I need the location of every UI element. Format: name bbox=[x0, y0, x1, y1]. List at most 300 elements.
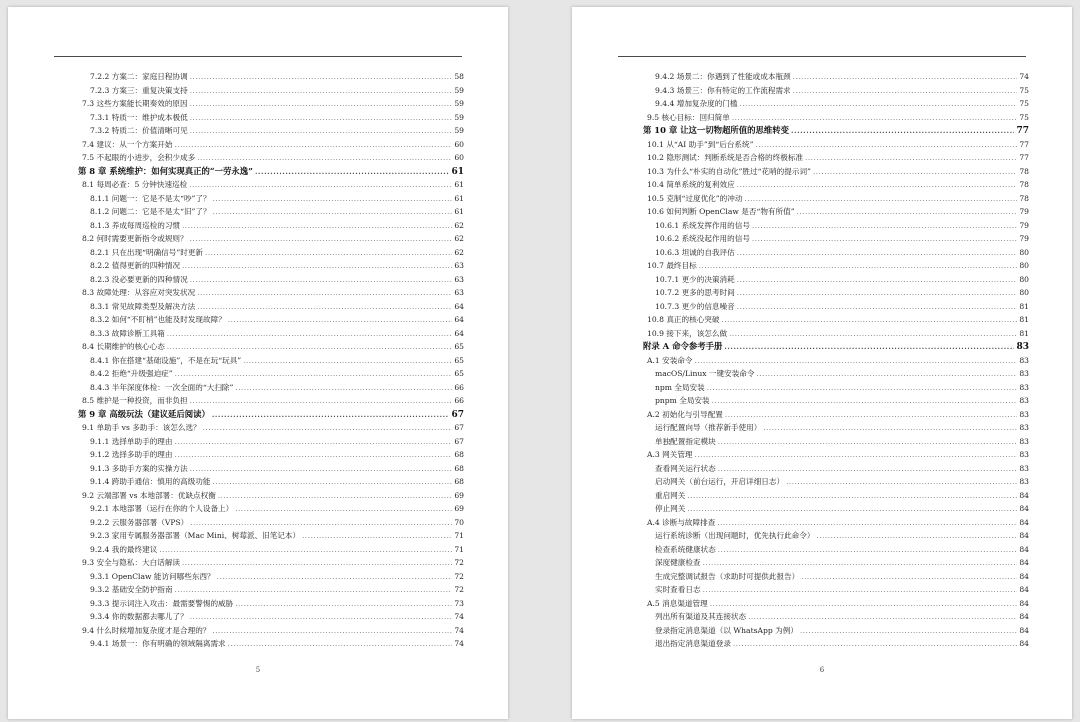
toc-entry[interactable] bbox=[643, 516, 1029, 530]
toc-leader-dots bbox=[217, 571, 453, 585]
toc-entry[interactable] bbox=[78, 502, 464, 516]
toc-entry[interactable] bbox=[643, 381, 1029, 395]
toc-entry-page: 80 bbox=[1019, 247, 1029, 257]
toc-entry-title: 9.4.1 场景一：你有明确的领域隔离需求 bbox=[90, 639, 226, 648]
toc-leader-dots bbox=[175, 584, 453, 598]
toc-entry-page: 59 bbox=[454, 99, 464, 108]
toc-entry-title: 9.2.1 本地部署（运行在你的个人设备上） bbox=[90, 504, 234, 513]
toc-entry-title: 单独配置指定模块 bbox=[655, 436, 716, 446]
toc-entry-page: 72 bbox=[454, 571, 464, 581]
toc-leader-dots bbox=[212, 625, 452, 639]
toc-entry[interactable] bbox=[643, 502, 1029, 516]
toc-entry-page: 84 bbox=[1019, 612, 1029, 621]
toc-entry-title: 9.1.1 选择单助手的理由 bbox=[90, 436, 173, 446]
toc-leader-dots bbox=[190, 125, 453, 139]
toc-leader-dots bbox=[724, 340, 1014, 354]
toc-entry-title: 生成完整调试报告（求助时可提供此报告） bbox=[655, 571, 800, 581]
toc-entry-title: macOS/Linux 一键安装命令 bbox=[655, 369, 755, 378]
toc-leader-dots bbox=[707, 382, 1018, 396]
toc-entry-title: A.5 消息渠道管理 bbox=[647, 598, 708, 608]
toc-leader-dots bbox=[703, 584, 1018, 598]
toc-entry-page: 69 bbox=[454, 490, 464, 500]
toc-entry[interactable] bbox=[78, 570, 464, 584]
toc-leader-dots bbox=[302, 530, 452, 544]
toc-entry[interactable] bbox=[643, 637, 1029, 651]
toc-entry-title: 9.1 单助手 vs 多助手：该怎么选？ bbox=[82, 423, 201, 432]
toc-leader-dots bbox=[212, 408, 450, 422]
toc-entry[interactable] bbox=[78, 610, 464, 624]
toc-entry[interactable] bbox=[643, 124, 1029, 138]
toc-entry-page: 83 bbox=[1019, 382, 1029, 392]
toc-leader-dots bbox=[189, 179, 452, 193]
toc-entry-page: 75 bbox=[1019, 85, 1029, 95]
toc-entry[interactable] bbox=[643, 97, 1029, 111]
toc-entry-page: 62 bbox=[454, 220, 464, 230]
toc-entry-page: 73 bbox=[454, 598, 464, 608]
toc-entry[interactable] bbox=[78, 543, 464, 557]
toc-entry[interactable] bbox=[78, 138, 464, 152]
toc-leader-dots bbox=[182, 260, 452, 274]
toc-entry-page: 61 bbox=[454, 207, 464, 216]
toc-entry-page: 84 bbox=[1019, 544, 1029, 554]
toc-entry[interactable] bbox=[78, 313, 464, 327]
toc-entry-page: 74 bbox=[454, 639, 464, 648]
toc-entry-title: 9.3.2 基础安全防护指南 bbox=[90, 585, 173, 594]
toc-entry[interactable] bbox=[643, 408, 1029, 422]
toc-entry-page: 77 bbox=[1019, 139, 1029, 149]
toc-entry-page: 77 bbox=[1019, 153, 1029, 162]
toc-leader-dots bbox=[182, 557, 452, 571]
toc-leader-dots bbox=[218, 490, 453, 504]
toc-entry-title: A.4 诊断与故障排查 bbox=[647, 517, 716, 527]
toc-entry[interactable] bbox=[78, 205, 464, 219]
toc-entry-title: 列出所有渠道及其连接状态 bbox=[655, 612, 747, 621]
toc-entry-title: 8.3.1 常见故障类型及解决方法 bbox=[90, 301, 196, 311]
toc-entry[interactable] bbox=[78, 435, 464, 449]
toc-entry[interactable] bbox=[78, 489, 464, 503]
toc-entry[interactable] bbox=[78, 84, 464, 98]
toc-entry-title: 8.1.1 问题一：它是不是太“吵”了？ bbox=[90, 193, 211, 203]
toc-leader-dots bbox=[733, 638, 1017, 652]
toc-entry-page: 65 bbox=[454, 355, 464, 365]
toc-entry[interactable] bbox=[643, 421, 1029, 435]
toc-entry[interactable] bbox=[643, 583, 1029, 597]
toc-entry-title: 8.1 每周必查：5 分钟快速巡检 bbox=[82, 180, 188, 189]
toc-entry-page: 84 bbox=[1019, 558, 1029, 567]
toc-entry[interactable] bbox=[643, 151, 1029, 165]
toc-entry-title: 查看网关运行状态 bbox=[655, 463, 716, 473]
toc-leader-dots bbox=[687, 503, 1017, 517]
toc-entry[interactable] bbox=[643, 165, 1029, 179]
toc-leader-dots bbox=[213, 193, 453, 207]
toc-leader-dots bbox=[791, 124, 1014, 138]
toc-entry[interactable] bbox=[643, 367, 1029, 381]
toc-entry[interactable] bbox=[643, 232, 1029, 246]
toc-leader-dots bbox=[712, 395, 1018, 409]
toc-entry[interactable] bbox=[643, 394, 1029, 408]
toc-leader-dots bbox=[756, 139, 1018, 153]
toc-entry-page: 64 bbox=[454, 301, 464, 311]
toc-entry-title: 9.4.3 场景三：你有特定的工作流程需求 bbox=[655, 85, 791, 95]
toc-leader-dots bbox=[182, 220, 452, 234]
toc-entry[interactable] bbox=[78, 259, 464, 273]
toc-entry-title: 10.6.2 系统没起作用的信号 bbox=[655, 234, 750, 243]
toc-entry[interactable] bbox=[78, 340, 464, 354]
toc-entry-page: 63 bbox=[454, 288, 464, 297]
toc-leader-dots bbox=[737, 274, 1018, 288]
toc-entry[interactable] bbox=[643, 543, 1029, 557]
toc-entry[interactable] bbox=[78, 516, 464, 530]
toc-leader-dots bbox=[175, 449, 453, 463]
toc-leader-dots bbox=[737, 287, 1018, 301]
toc-entry-title: 8.5 维护是一种投资，而非负担 bbox=[82, 396, 188, 405]
toc-entry-title: 9.1.2 选择多助手的理由 bbox=[90, 450, 173, 459]
toc-entry-title: npm 全局安装 bbox=[655, 382, 705, 392]
toc-entry-title: 8.3 故障处理：从容应对突发状况 bbox=[82, 288, 196, 297]
toc-entry-page: 80 bbox=[1019, 261, 1029, 270]
toc-entry-title: 10.1 从“AI 助手”到“后台系统” bbox=[647, 139, 754, 149]
header-rule bbox=[54, 56, 462, 57]
toc-entry[interactable] bbox=[643, 340, 1029, 354]
toc-entry-title: 10.5 克制“过度优化”的冲动 bbox=[647, 193, 743, 203]
toc-leader-dots bbox=[816, 530, 1017, 544]
toc-entry[interactable] bbox=[78, 273, 464, 287]
toc-entry-title: 9.4.2 场景二：你遇到了性能或成本瓶颈 bbox=[655, 72, 791, 81]
toc-entry-title: 10.7 最终目标 bbox=[647, 261, 697, 270]
toc-entry[interactable] bbox=[643, 138, 1029, 152]
toc-leader-dots bbox=[190, 233, 453, 247]
toc-entry-page: 83 bbox=[1016, 342, 1029, 352]
toc-entry[interactable] bbox=[78, 232, 464, 246]
toc-leader-dots bbox=[786, 476, 1017, 490]
toc-entry-page: 65 bbox=[454, 342, 464, 351]
toc-entry-title: pnpm 全局安装 bbox=[655, 396, 710, 405]
toc-entry[interactable] bbox=[643, 354, 1029, 368]
toc-entry-page: 80 bbox=[1019, 288, 1029, 297]
toc-entry[interactable] bbox=[78, 367, 464, 381]
toc-entry-title: 10.6.3 坦诚的自我评估 bbox=[655, 247, 735, 257]
toc-entry-title: 10.3 为什么“朴实的自动化”胜过“花哨的提示词” bbox=[647, 166, 811, 176]
toc-entry-title: 10.7.3 更少的信息噪音 bbox=[655, 301, 735, 311]
toc-entry[interactable] bbox=[643, 286, 1029, 300]
toc-entry[interactable] bbox=[78, 70, 464, 84]
toc-entry[interactable] bbox=[643, 259, 1029, 273]
toc-entry-title: 10.2 隐形测试：判断系统是否合格的终极标准 bbox=[647, 153, 804, 162]
toc-entry[interactable] bbox=[643, 327, 1029, 341]
toc-entry[interactable] bbox=[78, 624, 464, 638]
toc-entry-title: 8.2.3 没必要更新的四种情况 bbox=[90, 274, 188, 284]
toc-entry[interactable] bbox=[78, 381, 464, 395]
toc-entry-title: 第 8 章 系统维护：如何实现真正的“一劳永逸” bbox=[78, 165, 253, 176]
toc-entry[interactable] bbox=[78, 529, 464, 543]
toc-entry[interactable] bbox=[643, 205, 1029, 219]
toc-entry-title: 8.1.2 问题二：它是不是太“旧”了？ bbox=[90, 207, 211, 216]
toc-entry-title: 10.6 如何判断 OpenClaw 是否“物有所值” bbox=[647, 207, 795, 216]
toc-entry[interactable] bbox=[643, 84, 1029, 98]
toc-entry-title: 8.2.1 只在出现“明确信号”时更新 bbox=[90, 247, 204, 257]
toc-leader-dots bbox=[190, 611, 453, 625]
toc-entry-title: A.2 初始化与引导配置 bbox=[647, 409, 723, 419]
toc-entry-title: 9.2 云端部署 vs 本地部署：优缺点权衡 bbox=[82, 490, 216, 500]
toc-leader-dots bbox=[190, 85, 453, 99]
toc-leader-dots bbox=[203, 422, 453, 436]
toc-entry[interactable] bbox=[643, 313, 1029, 327]
toc-entry-title: 9.1.3 多助手方案的实操方法 bbox=[90, 463, 188, 473]
toc-entry-page: 77 bbox=[1016, 126, 1029, 136]
toc-entry[interactable] bbox=[643, 435, 1029, 449]
toc-entry-page: 63 bbox=[454, 274, 464, 284]
toc-entry-title: 第 10 章 让这一切物超所值的思维转变 bbox=[643, 125, 790, 135]
toc-entry-title: 10.7.1 更少的决策消耗 bbox=[655, 274, 735, 284]
toc-entry-title: 7.2.3 方案三：重复决策支持 bbox=[90, 85, 188, 95]
toc-entry-page: 84 bbox=[1019, 585, 1029, 594]
toc-entry-page: 84 bbox=[1019, 625, 1029, 635]
toc-leader-dots bbox=[695, 355, 1018, 369]
toc-entry-page: 67 bbox=[454, 436, 464, 446]
toc-entry-page: 78 bbox=[1019, 193, 1029, 203]
toc-entry-page: 64 bbox=[454, 315, 464, 324]
toc-entry-title: 8.3.3 故障诊断工具箱 bbox=[90, 328, 165, 338]
toc-entry-page: 59 bbox=[454, 126, 464, 135]
toc-entry[interactable] bbox=[643, 219, 1029, 233]
toc-leader-dots bbox=[718, 463, 1018, 477]
toc-entry-title: 10.7.2 更多的思考时间 bbox=[655, 288, 735, 297]
toc-entry[interactable] bbox=[643, 246, 1029, 260]
toc-entry-title: 8.3.2 如何“不盯梢”也能及时发现故障？ bbox=[90, 315, 226, 324]
toc-entry[interactable] bbox=[643, 448, 1029, 462]
toc-entry[interactable] bbox=[643, 489, 1029, 503]
toc-leader-dots bbox=[797, 206, 1018, 220]
toc-entry[interactable] bbox=[78, 637, 464, 651]
toc-leader-dots bbox=[228, 638, 453, 652]
toc-leader-dots bbox=[197, 301, 452, 315]
toc-entry[interactable] bbox=[78, 408, 464, 422]
toc-leader-dots bbox=[721, 314, 1017, 328]
toc-leader-dots bbox=[710, 598, 1018, 612]
toc-entry-page: 64 bbox=[454, 328, 464, 338]
toc-entry[interactable] bbox=[643, 111, 1029, 125]
toc-entry-page: 78 bbox=[1019, 166, 1029, 176]
toc-leader-dots bbox=[167, 328, 452, 342]
toc-leader-dots bbox=[748, 611, 1017, 625]
toc-entry[interactable] bbox=[78, 354, 464, 368]
toc-entry-page: 79 bbox=[1019, 207, 1029, 216]
toc-entry-page: 84 bbox=[1019, 531, 1029, 540]
toc-leader-dots bbox=[228, 314, 453, 328]
toc-leader-dots bbox=[190, 98, 453, 112]
toc-leader-dots bbox=[744, 193, 1017, 207]
toc-entry[interactable] bbox=[78, 286, 464, 300]
toc-entry-title: 10.6.1 系统发挥作用的信号 bbox=[655, 220, 750, 230]
toc-entry-page: 75 bbox=[1019, 99, 1029, 108]
toc-entry[interactable] bbox=[78, 597, 464, 611]
toc-entry-title: 7.4 建议：从一个方案开始 bbox=[82, 139, 173, 149]
document-page-5 bbox=[8, 7, 508, 719]
toc-leader-dots bbox=[175, 436, 453, 450]
toc-leader-dots bbox=[205, 247, 452, 261]
toc-entry[interactable] bbox=[643, 529, 1029, 543]
toc-entry-page: 70 bbox=[454, 517, 464, 527]
toc-leader-dots bbox=[756, 368, 1017, 382]
document-page-6 bbox=[572, 7, 1072, 719]
toc-entry-page: 61 bbox=[454, 180, 464, 189]
toc-entry[interactable] bbox=[78, 246, 464, 260]
toc-entry[interactable] bbox=[643, 178, 1029, 192]
toc-entry-page: 71 bbox=[454, 531, 464, 540]
toc-leader-dots bbox=[725, 409, 1017, 423]
toc-entry[interactable] bbox=[78, 178, 464, 192]
toc-entry-page: 83 bbox=[1019, 477, 1029, 486]
toc-entry-title: 重启网关 bbox=[655, 490, 686, 500]
toc-entry-page: 83 bbox=[1019, 436, 1029, 446]
toc-entry-title: 8.4.3 半年深度体检：一次全面的“大扫除” bbox=[90, 382, 234, 392]
toc-entry[interactable] bbox=[78, 124, 464, 138]
toc-entry[interactable] bbox=[78, 556, 464, 570]
toc-leader-dots bbox=[737, 179, 1018, 193]
toc-entry-page: 83 bbox=[1019, 450, 1029, 459]
toc-entry-page: 83 bbox=[1019, 409, 1029, 419]
toc-entry[interactable] bbox=[643, 610, 1029, 624]
toc-entry[interactable] bbox=[78, 300, 464, 314]
toc-entry-title: 第 9 章 高级玩法（建议延后阅读） bbox=[78, 408, 210, 419]
toc-entry-title: 10.9 接下来，该怎么做 bbox=[647, 328, 728, 338]
table-of-contents bbox=[643, 70, 1029, 651]
toc-entry-title: 8.1.3 养成每周巡检的习惯 bbox=[90, 220, 181, 230]
toc-entry[interactable] bbox=[78, 421, 464, 435]
toc-leader-dots bbox=[699, 260, 1018, 274]
toc-entry-page: 69 bbox=[454, 504, 464, 513]
toc-entry-title: 9.3.4 你的数据都去哪儿了？ bbox=[90, 612, 188, 621]
toc-leader-dots bbox=[167, 341, 452, 355]
toc-entry-title: 附录 A 命令参考手册 bbox=[643, 341, 723, 351]
toc-entry-title: 9.5 核心目标：回归简单 bbox=[647, 112, 730, 122]
toc-entry-page: 71 bbox=[454, 544, 464, 554]
toc-entry-title: 退出指定消息渠道登录 bbox=[655, 639, 731, 648]
toc-entry[interactable] bbox=[78, 583, 464, 597]
toc-leader-dots bbox=[805, 152, 1017, 166]
toc-entry-page: 83 bbox=[1019, 463, 1029, 473]
toc-entry-page: 67 bbox=[451, 409, 464, 420]
toc-entry-page: 79 bbox=[1019, 220, 1029, 230]
toc-leader-dots bbox=[159, 544, 452, 558]
toc-entry-title: A.1 安装命令 bbox=[647, 355, 693, 365]
toc-entry-title: 9.3.1 OpenClaw 能访问哪些东西？ bbox=[90, 571, 215, 581]
toc-entry[interactable] bbox=[78, 111, 464, 125]
toc-leader-dots bbox=[752, 233, 1017, 247]
toc-entry[interactable] bbox=[643, 273, 1029, 287]
toc-entry-title: 9.2.2 云服务器部署（VPS） bbox=[90, 517, 189, 527]
toc-entry-page: 84 bbox=[1019, 504, 1029, 513]
toc-entry-page: 62 bbox=[454, 247, 464, 257]
toc-entry-page: 66 bbox=[454, 382, 464, 392]
toc-entry-page: 74 bbox=[454, 612, 464, 621]
toc-leader-dots bbox=[800, 625, 1017, 639]
toc-entry[interactable] bbox=[78, 219, 464, 233]
toc-leader-dots bbox=[793, 85, 1018, 99]
toc-leader-dots bbox=[687, 490, 1017, 504]
toc-leader-dots bbox=[717, 517, 1017, 531]
toc-entry-page: 79 bbox=[1019, 234, 1029, 243]
toc-leader-dots bbox=[763, 422, 1017, 436]
toc-entry-page: 84 bbox=[1019, 517, 1029, 527]
toc-entry[interactable] bbox=[78, 151, 464, 165]
toc-entry-page: 83 bbox=[1019, 423, 1029, 432]
toc-entry-page: 83 bbox=[1019, 396, 1029, 405]
toc-entry-page: 59 bbox=[454, 112, 464, 122]
toc-leader-dots bbox=[255, 165, 450, 179]
toc-entry-page: 68 bbox=[454, 463, 464, 473]
toc-leader-dots bbox=[190, 395, 453, 409]
toc-entry-title: 9.2.3 家用专属服务器部署（Mac Mini、树莓派、旧笔记本） bbox=[90, 531, 301, 540]
toc-entry-title: 深度健康检查 bbox=[655, 558, 701, 567]
page-number: 6 bbox=[819, 666, 825, 674]
toc-entry[interactable] bbox=[643, 300, 1029, 314]
toc-entry[interactable] bbox=[643, 624, 1029, 638]
toc-leader-dots bbox=[243, 355, 452, 369]
toc-entry-title: 实时查看日志 bbox=[655, 585, 701, 594]
toc-leader-dots bbox=[718, 436, 1018, 450]
toc-leader-dots bbox=[737, 247, 1018, 261]
toc-leader-dots bbox=[801, 571, 1017, 585]
toc-entry[interactable] bbox=[78, 192, 464, 206]
toc-entry[interactable] bbox=[643, 556, 1029, 570]
toc-entry-page: 61 bbox=[451, 166, 464, 177]
toc-leader-dots bbox=[190, 517, 452, 531]
toc-leader-dots bbox=[213, 206, 453, 220]
toc-entry-page: 59 bbox=[454, 85, 464, 95]
toc-entry[interactable] bbox=[643, 70, 1029, 84]
toc-entry-title: 8.4 长期维护的核心心态 bbox=[82, 342, 165, 351]
toc-entry-page: 68 bbox=[454, 450, 464, 459]
toc-leader-dots bbox=[793, 71, 1018, 85]
toc-leader-dots bbox=[718, 544, 1018, 558]
toc-entry[interactable] bbox=[78, 394, 464, 408]
toc-entry-title: 7.3 这些方案能长期奏效的原因 bbox=[82, 99, 188, 108]
toc-entry-title: 启动网关（前台运行，开启详细日志） bbox=[655, 477, 785, 486]
toc-entry[interactable] bbox=[78, 165, 464, 179]
toc-entry-title: 10.4 简单系统的复利效应 bbox=[647, 180, 735, 189]
toc-entry-title: 7.5 不起眼的小进步，会积少成多 bbox=[82, 153, 196, 162]
toc-entry-title: 9.3.3 提示词注入攻击：最需要警惕的威胁 bbox=[90, 598, 234, 608]
toc-leader-dots bbox=[703, 557, 1018, 571]
toc-entry-page: 84 bbox=[1019, 598, 1029, 608]
toc-entry[interactable] bbox=[78, 475, 464, 489]
toc-entry-title: 登录指定消息渠道（以 WhatsApp 为例） bbox=[655, 625, 798, 635]
toc-entry-title: 8.2.2 值得更新的四种情况 bbox=[90, 261, 181, 270]
toc-entry-title: 9.3 安全与隐私：大白话解读 bbox=[82, 558, 181, 567]
toc-entry-title: 运行系统诊断（出现问题时，优先执行此命令） bbox=[655, 531, 815, 540]
header-rule bbox=[618, 56, 1026, 57]
toc-entry-page: 60 bbox=[454, 153, 464, 162]
toc-entry[interactable] bbox=[643, 597, 1029, 611]
toc-entry-title: 7.3.2 特质二：价值清晰可见 bbox=[90, 126, 188, 135]
toc-entry[interactable] bbox=[643, 192, 1029, 206]
toc-leader-dots bbox=[190, 463, 453, 477]
toc-entry[interactable] bbox=[643, 462, 1029, 476]
toc-entry[interactable] bbox=[78, 462, 464, 476]
toc-entry[interactable] bbox=[78, 448, 464, 462]
toc-entry-page: 75 bbox=[1019, 112, 1029, 122]
toc-entry[interactable] bbox=[643, 570, 1029, 584]
toc-leader-dots bbox=[190, 274, 453, 288]
toc-leader-dots bbox=[740, 98, 1018, 112]
toc-entry[interactable] bbox=[78, 327, 464, 341]
toc-entry[interactable] bbox=[78, 97, 464, 111]
toc-leader-dots bbox=[197, 287, 452, 301]
toc-entry[interactable] bbox=[643, 475, 1029, 489]
toc-leader-dots bbox=[235, 382, 452, 396]
page-number: 5 bbox=[255, 666, 261, 674]
